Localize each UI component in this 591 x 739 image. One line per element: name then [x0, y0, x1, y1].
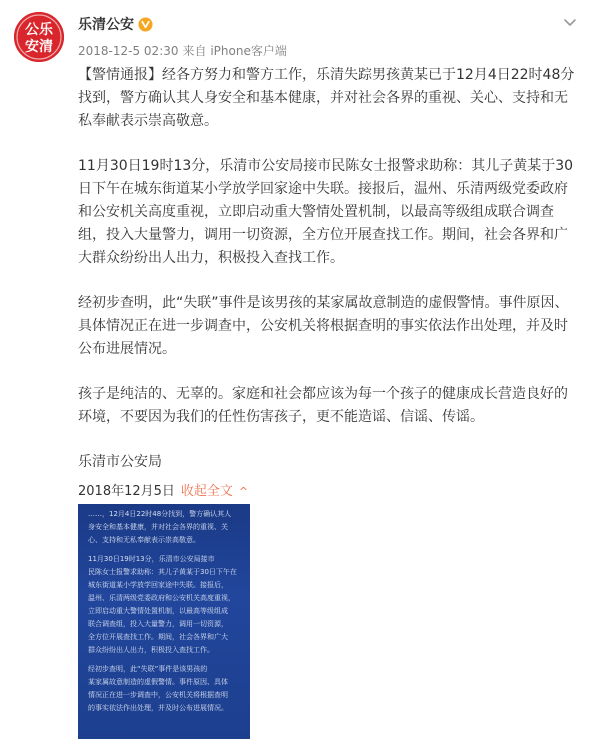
post-paragraph-4: 孩子是纯洁的、无辜的。家庭和社会都应该为每一个孩子的健康成长营造良好的环境，不要因为我们的任性伤害孩子，更不能造谣、信谣、传谣。 — [78, 386, 568, 425]
chevron-down-icon[interactable] — [563, 18, 577, 28]
poster-line: 的事实依法作出处理，并及时公布进展情况。 — [88, 704, 228, 712]
avatar-text-bottom: 安清 — [25, 39, 53, 55]
poster-line: 立即启动重大警情处置机制，以最高等级组成 — [88, 607, 228, 615]
poster-line: 城东街道某小学放学回家途中失联。接报后， — [88, 581, 228, 589]
post-paragraph-1: 【警情通报】经各方努力和警方工作，乐清失踪男孩黄某已于12月4日22时48分找到，警方确认其人身安全和基本健康，并对社会各界的重视、关心、支持和无私奉献表示崇高敬意。 — [78, 67, 575, 129]
poster-line: 11月30日19时13分，乐清市公安局接市 — [88, 555, 215, 563]
poster-line: 群众纷纷出人出力，积极投入查找工作。 — [88, 646, 214, 654]
post-paragraph-2: 11月30日19时13分，乐清市公安局接市民陈女士报警求助称：其儿子黄某于30日下午在城东街道某小学放学回家途中失联。接报后，温州、乐清两级党委政府和公安机关高度重视，立即启动重大警情处置机制，以最高等级组成联合调查组，投入大量警力，调用一切资源，全方位开展查找工作。期间，社会各界和广大群众纷纷出人出力，积极投入查找工作。 — [78, 158, 574, 266]
caret-up-icon: ^ — [238, 485, 249, 498]
poster-line: 民陈女士报警求助称：其儿子黄某于30日下午在 — [88, 568, 237, 576]
poster-line: 情况正在进一步调查中，公安机关将根据查明 — [88, 691, 228, 699]
post-paragraph-3: 经初步查明，此“失联”事件是该男孩的某家属故意制造的虚假警情。事件原因、具体情况正在进一步调查中，公安机关将根据查明的事实依法作出处理，并及时公布进展情况。 — [78, 295, 569, 357]
post-date: 2018年12月5日 — [78, 484, 175, 499]
poster-line: 全方位开展查找工作。期间，社会各界和广大 — [88, 633, 228, 641]
post-content — [78, 64, 578, 474]
notice-poster-image[interactable] — [78, 504, 250, 739]
avatar-text-top: 公乐 — [25, 22, 53, 38]
poster-line: 心、支持和无私奉献表示崇高敬意。 — [88, 536, 200, 544]
poster-line: 经初步查明，此“失联”事件是该男孩的 — [88, 665, 208, 673]
collapse-label: 收起全文 — [180, 484, 233, 499]
post-footer-row — [78, 483, 248, 501]
poster-line: 温州、乐清两级党委政府和公安机关高度重视， — [88, 594, 235, 602]
verified-badge-icon — [138, 17, 153, 32]
poster-line: 某家属故意制造的虚假警情。事件原因、具体 — [88, 678, 228, 686]
post-source[interactable]: 来自 iPhone客户端 — [182, 44, 287, 58]
avatar[interactable] — [14, 12, 64, 62]
user-name[interactable]: 乐清公安 — [78, 17, 134, 33]
post-meta — [78, 42, 291, 59]
poster-line: ……，12月4日22时48分找到，警方确认其人 — [88, 510, 232, 518]
post-signature: 乐清市公安局 — [78, 454, 162, 470]
post-time[interactable]: 2018-12-5 02:30 — [78, 44, 179, 58]
poster-text — [78, 504, 250, 715]
police-logo-icon — [14, 12, 64, 62]
user-header — [78, 14, 153, 34]
collapse-full-text-link[interactable] — [181, 483, 248, 501]
poster-line: 身安全和基本健康，并对社会各界的重视、关 — [88, 523, 228, 531]
poster-line: 联合调查组，投入大量警力，调用一切资源， — [88, 620, 228, 628]
